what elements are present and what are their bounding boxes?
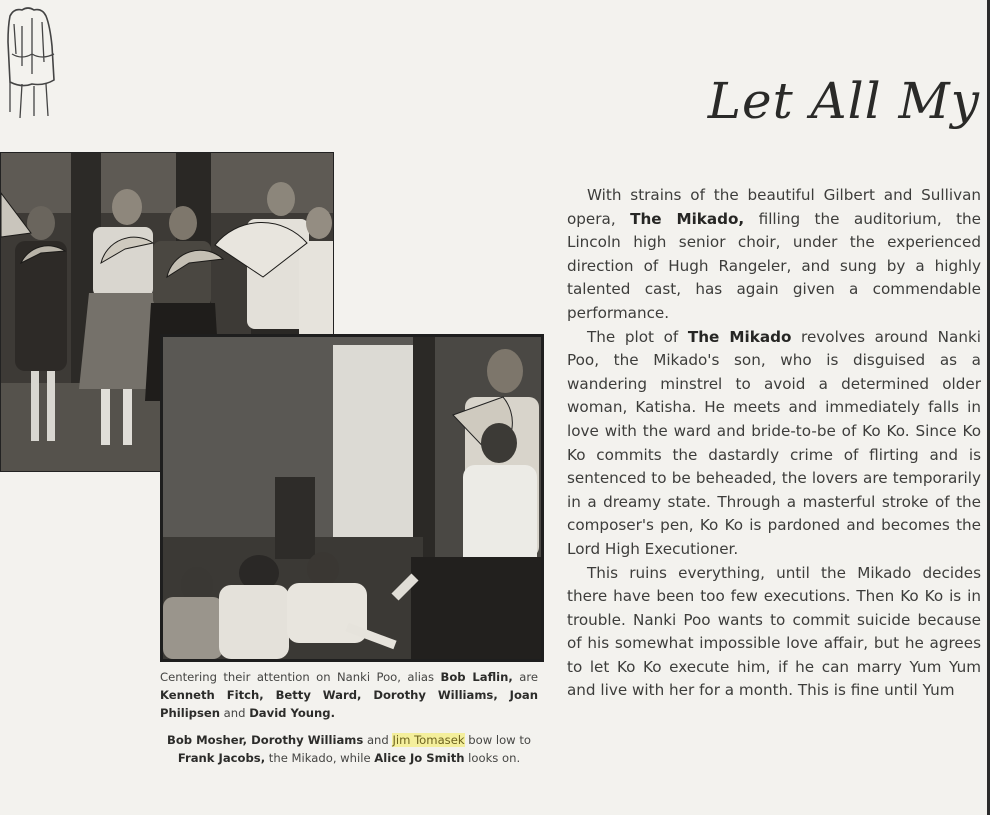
article-paragraph: The plot of The Mikado revolves around Nanki Poo, the Mikado's son, who is disguised as a wandering minstrel to avoid a determined older woman, Katisha. He meets and immediately falls in love with the ward and bride-to-be of Ko Ko. Since Ko Ko commits the dastardly crime of flirting and is sentenced to be beheaded, the lovers are temporarily in a dreamy state. Through a masterful stroke of the composer's pen, Ko Ko is pardoned and becomes the Lord High Executioner. bbox=[567, 327, 981, 558]
caption-mikado: Bob Mosher, Dorothy Williams and Jim Tomasek bow low to Frank Jacobs, the Mikado, while Alice Jo Smith looks on. bbox=[167, 733, 531, 765]
costume-sketch-icon bbox=[0, 4, 60, 124]
page-headline: Let All My bbox=[707, 72, 980, 130]
article-paragraph: With strains of the beautiful Gilbert and Sullivan opera, The Mikado, filling the auditorium, the Lincoln high senior choir, under the experienced direction of Hugh Rangeler, and sung by a highly talented cast, has again given a commendable performance. bbox=[567, 186, 982, 322]
article-body bbox=[567, 184, 981, 703]
photo-captions bbox=[160, 668, 538, 776]
article-paragraph: This ruins everything, until the Mikado decides there have been too few executions. Then Ko Ko is in trouble. Nanki Poo wants to commit suicide because of his somewhat impossible love affair, but he agrees to let Ko Ko execute him, if he can marry Yum Yum and live with her for a month. This is fine until Yum bbox=[567, 563, 981, 700]
caption-choir: Centering their attention on Nanki Poo, alias Bob Laflin, are Kenneth Fitch, Betty Ward, Dorothy Williams, Joan Philipsen and David Young. bbox=[160, 670, 539, 720]
photo-mikado-scene bbox=[160, 334, 544, 662]
highlighted-name: Jim Tomasek bbox=[392, 733, 465, 747]
